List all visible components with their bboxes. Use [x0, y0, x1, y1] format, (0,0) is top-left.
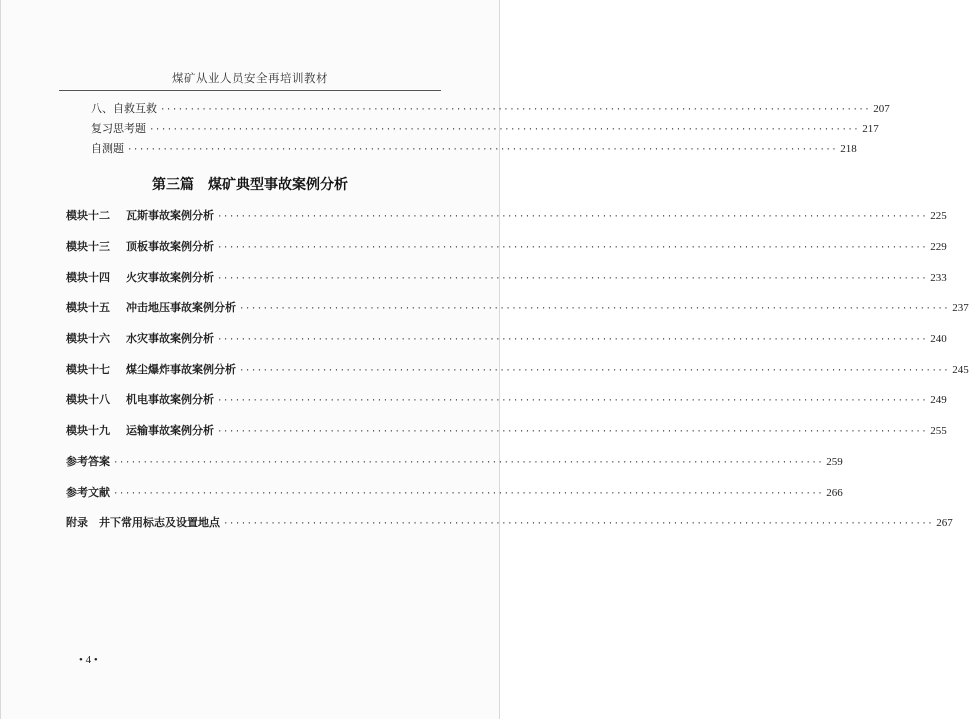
toc-entry[interactable]: [91, 120, 879, 136]
toc-page-number: 259: [826, 456, 843, 468]
toc-entry-label: 八、自救互救: [91, 102, 157, 115]
toc-page-number: 237: [952, 302, 969, 314]
dot-leader: ························································································································: [217, 243, 928, 253]
dot-leader: ························································································································: [113, 458, 824, 468]
module-title: 冲击地压事故案例分析: [126, 301, 236, 314]
toc-page-number: 207: [873, 103, 890, 115]
toc-back-entry[interactable]: [66, 514, 953, 530]
toc-entry-label: 附录 井下常用标志及设置地点: [66, 516, 220, 529]
part-title: 第三篇 煤矿典型事故案例分析: [152, 177, 348, 193]
module-title: 机电事故案例分析: [126, 393, 214, 406]
toc-module-entry[interactable]: [66, 269, 947, 285]
module-title: 运输事故案例分析: [126, 424, 214, 437]
toc-page-number: 233: [930, 272, 947, 284]
toc-entry-label: 自测题: [91, 142, 124, 155]
module-title: 顶板事故案例分析: [126, 240, 214, 253]
module-number: 模块十六: [66, 332, 110, 345]
toc-page-number: 245: [952, 364, 969, 376]
module-number: 模块十五: [66, 301, 110, 314]
toc-entry-label: 参考答案: [66, 455, 110, 468]
toc-page-number: 267: [936, 517, 953, 529]
dot-leader: ························································································································: [223, 519, 934, 529]
dot-leader: ························································································································: [217, 274, 928, 284]
dot-leader: ························································································································: [149, 125, 860, 135]
toc-module-entry[interactable]: [66, 207, 947, 223]
toc-module-entry[interactable]: [66, 361, 969, 377]
dot-leader: ························································································································: [160, 105, 871, 115]
toc-entry[interactable]: [91, 100, 890, 116]
toc-module-entry[interactable]: [66, 391, 947, 407]
module-title: 瓦斯事故案例分析: [126, 209, 214, 222]
toc-entry[interactable]: [91, 140, 857, 156]
module-number: 模块十四: [66, 271, 110, 284]
toc-page-number: 229: [930, 241, 947, 253]
module-number: 模块十二: [66, 209, 110, 222]
toc-page-number: 255: [930, 425, 947, 437]
toc-entry-label: 复习思考题: [91, 122, 146, 135]
module-number: 模块十三: [66, 240, 110, 253]
module-title: 煤尘爆炸事故案例分析: [126, 363, 236, 376]
dot-leader: ························································································································: [217, 212, 928, 222]
toc-back-entry[interactable]: [66, 484, 843, 500]
dot-leader: ························································································································: [113, 489, 824, 499]
toc-module-entry[interactable]: [66, 299, 969, 315]
toc-module-entry[interactable]: [66, 238, 947, 254]
running-header: 煤矿从业人员安全再培训教材: [172, 71, 328, 85]
dot-leader: ························································································································: [127, 145, 838, 155]
module-number: 模块十九: [66, 424, 110, 437]
dot-leader: ························································································································: [217, 396, 928, 406]
dot-leader: ························································································································: [239, 304, 950, 314]
module-number: 模块十七: [66, 363, 110, 376]
toc-page-number: 266: [826, 487, 843, 499]
module-title: 火灾事故案例分析: [126, 271, 214, 284]
dot-leader: ························································································································: [217, 427, 928, 437]
toc-page-number: 217: [862, 123, 879, 135]
dot-leader: ························································································································: [239, 366, 950, 376]
toc-page-number: 249: [930, 394, 947, 406]
header-rule: [59, 90, 441, 91]
module-number: 模块十八: [66, 393, 110, 406]
toc-back-entry[interactable]: [66, 453, 843, 469]
module-title: 水灾事故案例分析: [126, 332, 214, 345]
toc-module-entry[interactable]: [66, 330, 947, 346]
page-number-footer: • 4 •: [79, 654, 98, 666]
dot-leader: ························································································································: [217, 335, 928, 345]
toc-page-number: 225: [930, 210, 947, 222]
toc-entry-label: 参考文献: [66, 486, 110, 499]
toc-page-number: 218: [840, 143, 857, 155]
toc-page-number: 240: [930, 333, 947, 345]
toc-module-entry[interactable]: [66, 422, 947, 438]
